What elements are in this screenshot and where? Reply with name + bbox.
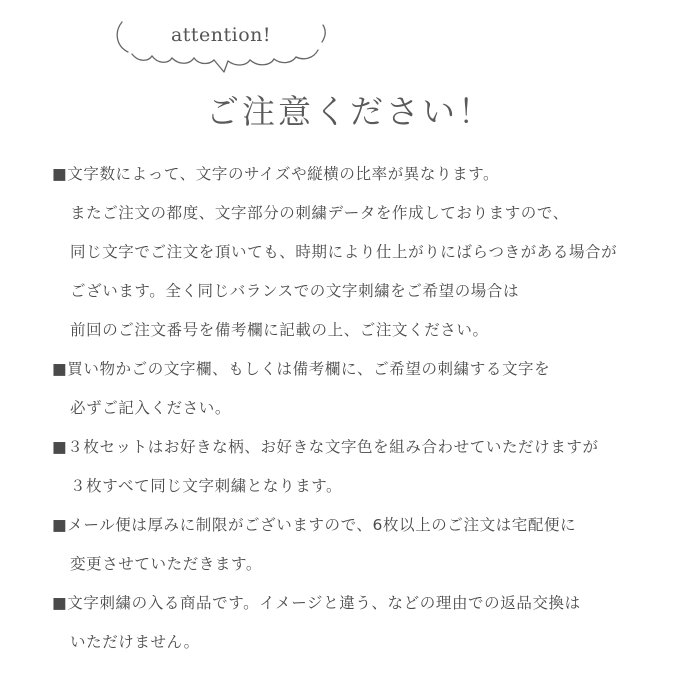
note-continuation: いただけません。 (70, 633, 200, 651)
page-title: ご注意ください！ (206, 92, 494, 131)
notes-list (52, 158, 692, 665)
note-text: 文字数によって、文字のサイズや縦横の比率が異なります。 (67, 165, 500, 183)
bullet-icon: ■ (52, 594, 68, 612)
note-continuation: 必ずご記入ください。 (70, 399, 232, 417)
note-item-5 (52, 587, 692, 626)
attention-badge (112, 14, 330, 82)
note-text: ３枚セットはお好きな柄、お好きな文字色を組み合わせていただけますが (67, 438, 599, 456)
note-item-3 (52, 431, 692, 470)
note-item-2 (52, 353, 692, 392)
note-continuation: 同じ文字でご注文を頂いても、時期により仕上がりにばらつきがある場合が (70, 243, 618, 261)
note-text: 買い物かごの文字欄、もしくは備考欄に、ご希望の刺繍する文字を (67, 360, 551, 378)
bullet-icon: ■ (52, 516, 68, 534)
bullet-icon: ■ (52, 438, 68, 456)
note-text: 文字刺繍の入る商品です。イメージと違う、などの理由での返品交換は (67, 594, 581, 612)
attention-badge-text: attention! (170, 24, 272, 46)
note-item-1 (52, 158, 692, 197)
bullet-icon: ■ (52, 360, 68, 378)
note-continuation: 変更させていただきます。 (70, 555, 262, 573)
note-continuation: またご注文の都度、文字部分の刺繍データを作成しておりますので、 (70, 204, 569, 222)
bullet-icon: ■ (52, 165, 68, 183)
note-continuation: ３枚すべて同じ文字刺繍となります。 (70, 477, 343, 495)
note-continuation: ございます。全く同じバランスでの文字刺繍をご希望の場合は (70, 282, 520, 300)
note-item-4 (52, 509, 692, 548)
note-text: メール便は厚みに制限がございますので、6枚以上のご注文は宅配便に (67, 516, 577, 534)
note-continuation: 前回のご注文番号を備考欄に記載の上、ご注文ください。 (70, 321, 489, 339)
